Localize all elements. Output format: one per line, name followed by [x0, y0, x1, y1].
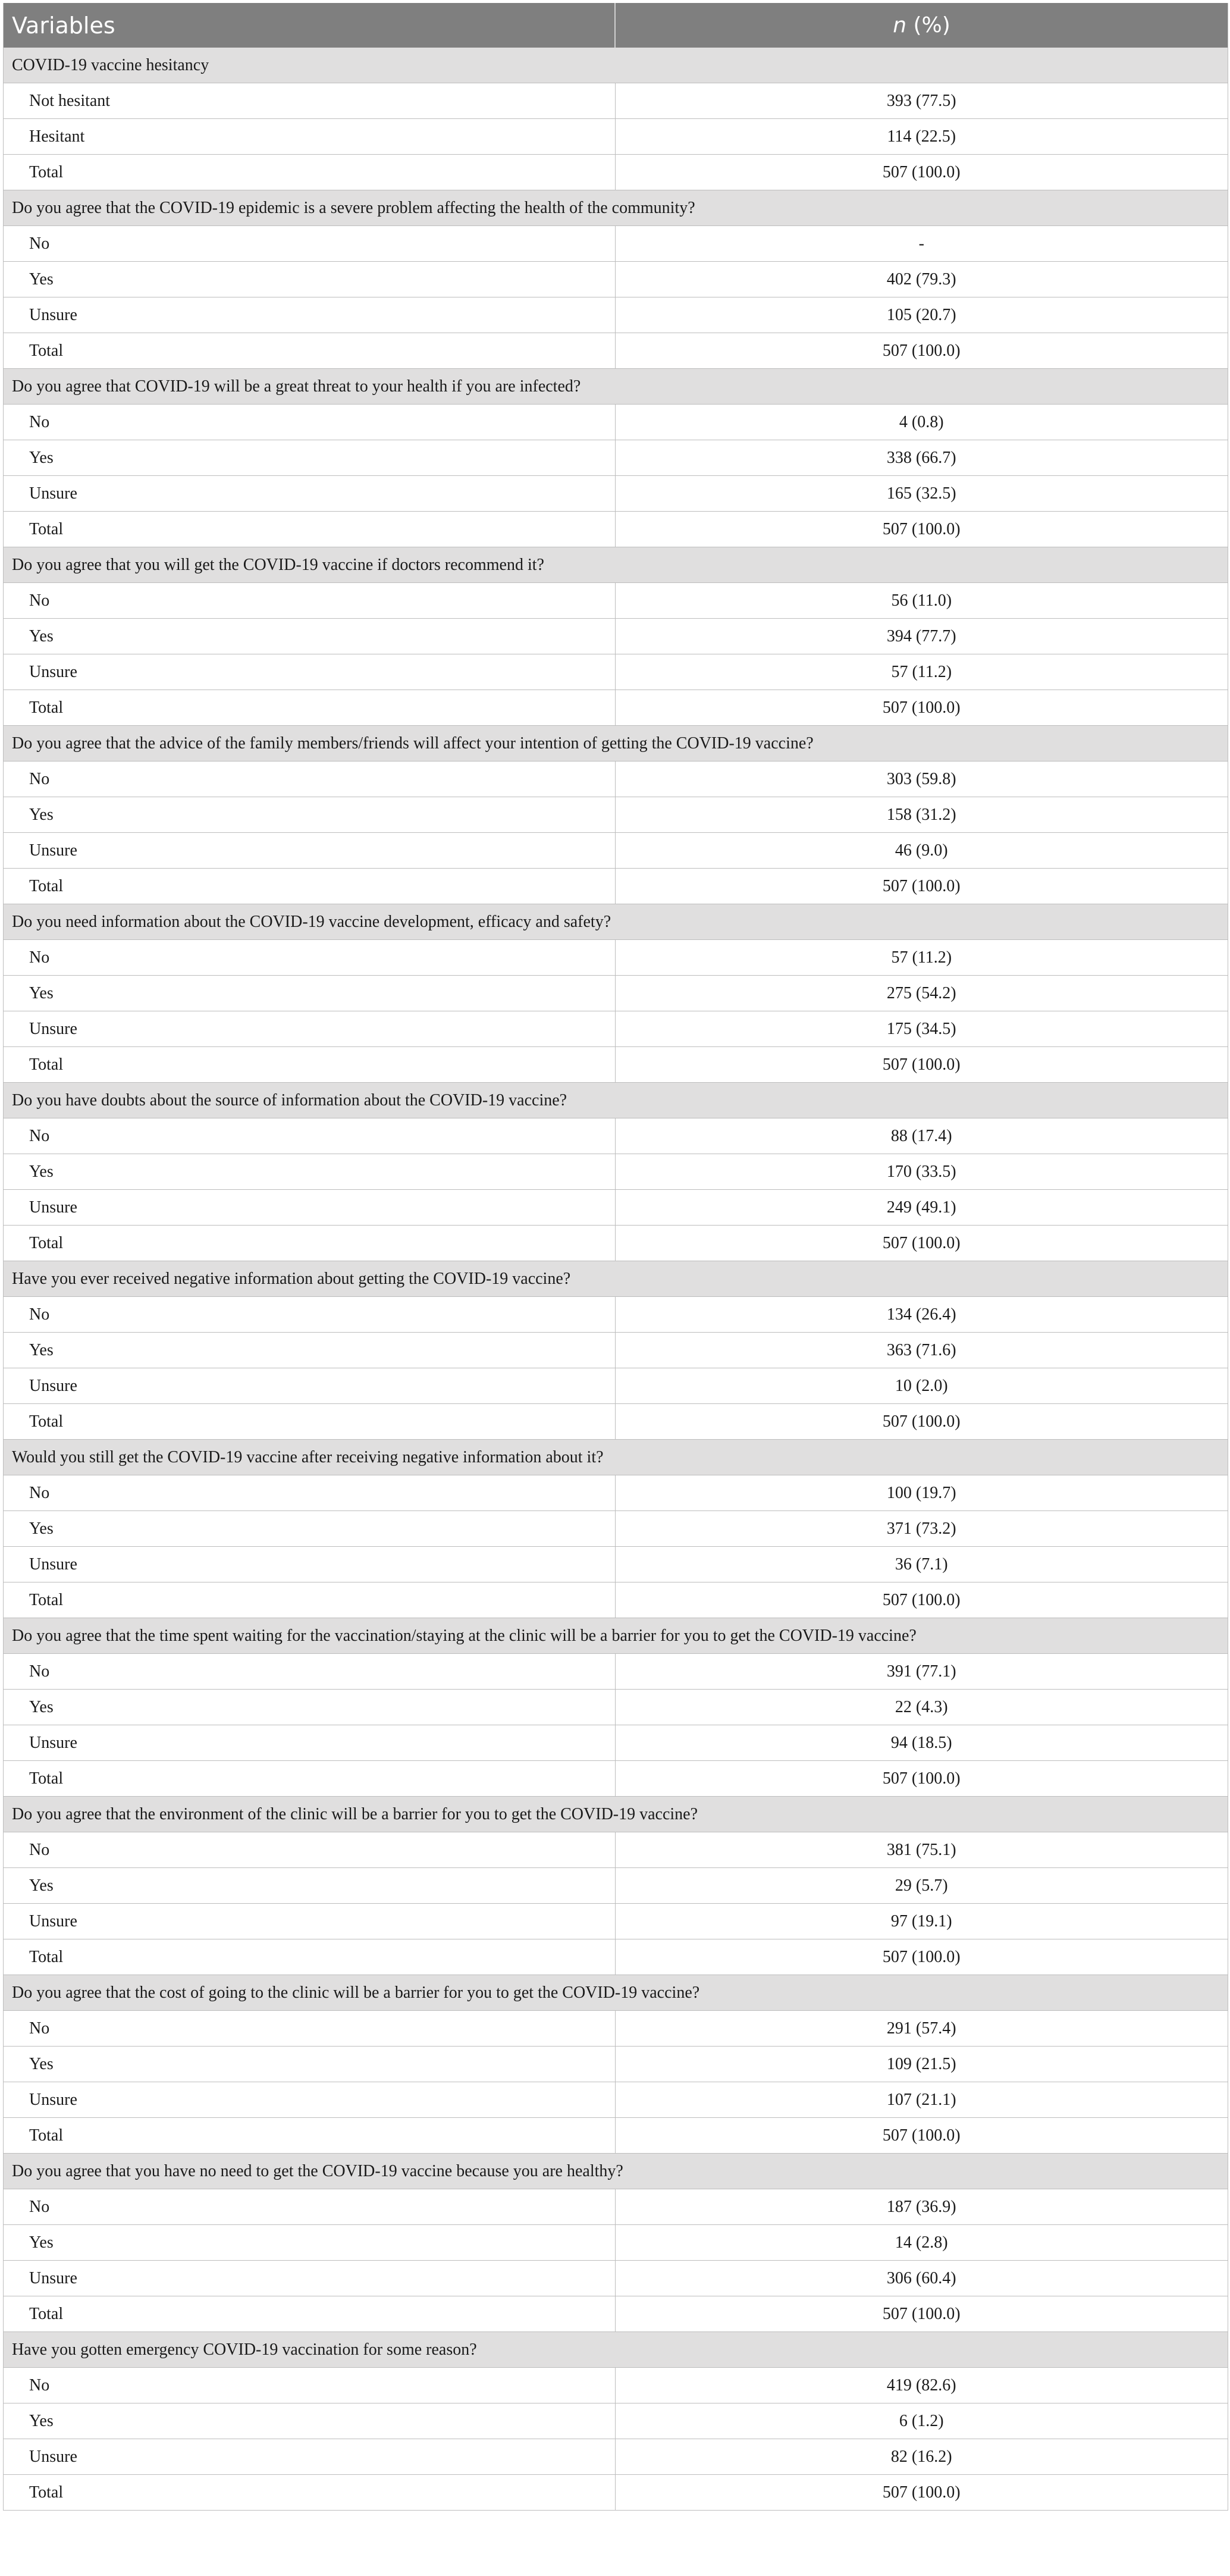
row-label: Unsure — [4, 1904, 615, 1939]
row-value: 29 (5.7) — [615, 1868, 1228, 1904]
survey-results-table-container — [3, 3, 1228, 2511]
section-title: Do you agree that the COVID-19 epidemic is a severe problem affecting the health of the community? — [4, 190, 1228, 226]
row-value: 371 (73.2) — [615, 1511, 1228, 1547]
table-row — [4, 2403, 1228, 2439]
row-label: Unsure — [4, 1368, 615, 1404]
table-row — [4, 619, 1228, 654]
table-row — [4, 2082, 1228, 2118]
table-row — [4, 1475, 1228, 1511]
row-value: 291 (57.4) — [615, 2011, 1228, 2047]
row-value: - — [615, 226, 1228, 262]
row-value: 306 (60.4) — [615, 2261, 1228, 2296]
table-row — [4, 1725, 1228, 1761]
row-label: Unsure — [4, 2261, 615, 2296]
row-value: 10 (2.0) — [615, 1368, 1228, 1404]
table-row — [4, 155, 1228, 190]
row-value: 175 (34.5) — [615, 1011, 1228, 1047]
table-row — [4, 1226, 1228, 1261]
table-row — [4, 1868, 1228, 1904]
table-row — [4, 761, 1228, 797]
row-value: 249 (49.1) — [615, 1190, 1228, 1226]
header-percent-symbol: (%) — [906, 13, 950, 37]
section-title: Do you have doubts about the source of information about the COVID-19 vaccine? — [4, 1083, 1228, 1118]
table-row — [4, 1154, 1228, 1190]
row-value: 419 (82.6) — [615, 2368, 1228, 2403]
section-header-row — [4, 726, 1228, 761]
table-row — [4, 1904, 1228, 1939]
table-body — [4, 48, 1228, 2511]
section-header-row — [4, 1975, 1228, 2011]
header-n-percent — [615, 3, 1228, 48]
row-value: 134 (26.4) — [615, 1297, 1228, 1333]
row-label: Yes — [4, 2047, 615, 2082]
row-value: 507 (100.0) — [615, 1761, 1228, 1797]
table-row — [4, 583, 1228, 619]
row-label: Yes — [4, 1511, 615, 1547]
section-title: Would you still get the COVID-19 vaccine after receiving negative information about it? — [4, 1440, 1228, 1475]
row-label: Total — [4, 333, 615, 369]
row-label: No — [4, 761, 615, 797]
section-header-row — [4, 48, 1228, 83]
table-row — [4, 440, 1228, 476]
row-label: No — [4, 1475, 615, 1511]
table-row — [4, 1547, 1228, 1582]
row-label: Unsure — [4, 297, 615, 333]
table-row — [4, 797, 1228, 833]
section-title: Do you agree that you will get the COVID-19 vaccine if doctors recommend it? — [4, 547, 1228, 583]
table-row — [4, 405, 1228, 440]
table-row — [4, 1939, 1228, 1975]
row-value: 507 (100.0) — [615, 155, 1228, 190]
row-label: No — [4, 1654, 615, 1690]
header-row — [4, 3, 1228, 48]
table-row — [4, 2475, 1228, 2511]
table-row — [4, 2296, 1228, 2332]
section-header-row — [4, 1618, 1228, 1654]
row-value: 507 (100.0) — [615, 1582, 1228, 1618]
row-value: 170 (33.5) — [615, 1154, 1228, 1190]
row-label: Yes — [4, 1690, 615, 1725]
row-label: Unsure — [4, 1725, 615, 1761]
header-n-symbol: n — [893, 13, 907, 37]
row-value: 507 (100.0) — [615, 869, 1228, 904]
table-row — [4, 2189, 1228, 2225]
row-value: 507 (100.0) — [615, 2475, 1228, 2511]
row-value: 507 (100.0) — [615, 1939, 1228, 1975]
table-row — [4, 1047, 1228, 1083]
section-title: Do you agree that you have no need to get the COVID-19 vaccine because you are healthy? — [4, 2154, 1228, 2189]
table-row — [4, 1582, 1228, 1618]
row-value: 4 (0.8) — [615, 405, 1228, 440]
row-label: Yes — [4, 262, 615, 297]
row-value: 57 (11.2) — [615, 654, 1228, 690]
header-variables: Variables — [4, 3, 615, 48]
row-value: 94 (18.5) — [615, 1725, 1228, 1761]
section-header-row — [4, 190, 1228, 226]
table-row — [4, 2118, 1228, 2154]
section-header-row — [4, 1261, 1228, 1297]
table-row — [4, 1368, 1228, 1404]
section-title: Do you agree that the cost of going to the clinic will be a barrier for you to get the COVID-19 vaccine? — [4, 1975, 1228, 2011]
row-label: Yes — [4, 2403, 615, 2439]
row-value: 507 (100.0) — [615, 512, 1228, 547]
row-label: Yes — [4, 1154, 615, 1190]
row-value: 338 (66.7) — [615, 440, 1228, 476]
row-value: 303 (59.8) — [615, 761, 1228, 797]
row-label: No — [4, 2189, 615, 2225]
survey-results-table — [4, 3, 1228, 2511]
row-label: No — [4, 2011, 615, 2047]
row-value: 507 (100.0) — [615, 2118, 1228, 2154]
row-value: 100 (19.7) — [615, 1475, 1228, 1511]
row-value: 507 (100.0) — [615, 2296, 1228, 2332]
table-row — [4, 940, 1228, 976]
table-row — [4, 869, 1228, 904]
row-value: 36 (7.1) — [615, 1547, 1228, 1582]
section-header-row — [4, 2332, 1228, 2368]
table-row — [4, 83, 1228, 119]
row-value: 187 (36.9) — [615, 2189, 1228, 2225]
table-row — [4, 1118, 1228, 1154]
table-row — [4, 1832, 1228, 1868]
table-row — [4, 2439, 1228, 2475]
row-label: Yes — [4, 1868, 615, 1904]
row-label: Total — [4, 2475, 615, 2511]
row-value: 507 (100.0) — [615, 333, 1228, 369]
section-title: Do you need information about the COVID-19 vaccine development, efficacy and safety? — [4, 904, 1228, 940]
row-label: Total — [4, 155, 615, 190]
row-label: Total — [4, 2296, 615, 2332]
row-label: Yes — [4, 619, 615, 654]
table-row — [4, 976, 1228, 1011]
row-label: Unsure — [4, 654, 615, 690]
table-row — [4, 333, 1228, 369]
table-row — [4, 1404, 1228, 1440]
row-value: 109 (21.5) — [615, 2047, 1228, 2082]
row-value: 393 (77.5) — [615, 83, 1228, 119]
row-value: 381 (75.1) — [615, 1832, 1228, 1868]
section-header-row — [4, 547, 1228, 583]
table-row — [4, 2047, 1228, 2082]
row-label: Total — [4, 1226, 615, 1261]
row-label: No — [4, 583, 615, 619]
row-label: Unsure — [4, 1011, 615, 1047]
table-row — [4, 1761, 1228, 1797]
section-header-row — [4, 2154, 1228, 2189]
table-row — [4, 2368, 1228, 2403]
table-row — [4, 226, 1228, 262]
table-row — [4, 512, 1228, 547]
row-label: No — [4, 405, 615, 440]
section-header-row — [4, 1440, 1228, 1475]
row-value: 46 (9.0) — [615, 833, 1228, 869]
table-row — [4, 1654, 1228, 1690]
row-label: No — [4, 1297, 615, 1333]
table-row — [4, 476, 1228, 512]
section-title: Have you gotten emergency COVID-19 vaccination for some reason? — [4, 2332, 1228, 2368]
row-label: Unsure — [4, 1190, 615, 1226]
table-row — [4, 690, 1228, 726]
table-row — [4, 1511, 1228, 1547]
row-value: 107 (21.1) — [615, 2082, 1228, 2118]
table-row — [4, 2011, 1228, 2047]
table-row — [4, 2261, 1228, 2296]
section-title: Do you agree that COVID-19 will be a great threat to your health if you are infected? — [4, 369, 1228, 405]
row-value: 275 (54.2) — [615, 976, 1228, 1011]
row-label: Total — [4, 1761, 615, 1797]
row-value: 14 (2.8) — [615, 2225, 1228, 2261]
row-value: 56 (11.0) — [615, 583, 1228, 619]
row-label: Yes — [4, 797, 615, 833]
row-value: 88 (17.4) — [615, 1118, 1228, 1154]
row-value: 363 (71.6) — [615, 1333, 1228, 1368]
table-row — [4, 262, 1228, 297]
row-label: Yes — [4, 440, 615, 476]
row-label: No — [4, 1118, 615, 1154]
table-header — [4, 3, 1228, 48]
section-title: Do you agree that the time spent waiting for the vaccination/staying at the clinic will be a barrier for you to get the COVID-19 vaccine? — [4, 1618, 1228, 1654]
section-header-row — [4, 1797, 1228, 1832]
row-value: 97 (19.1) — [615, 1904, 1228, 1939]
section-header-row — [4, 369, 1228, 405]
row-label: Total — [4, 1404, 615, 1440]
row-label: Hesitant — [4, 119, 615, 155]
row-label: Total — [4, 690, 615, 726]
row-label: Yes — [4, 976, 615, 1011]
row-value: 402 (79.3) — [615, 262, 1228, 297]
row-label: Total — [4, 2118, 615, 2154]
row-value: 507 (100.0) — [615, 1404, 1228, 1440]
row-value: 391 (77.1) — [615, 1654, 1228, 1690]
table-row — [4, 1297, 1228, 1333]
row-label: Unsure — [4, 833, 615, 869]
row-value: 507 (100.0) — [615, 1226, 1228, 1261]
row-value: 507 (100.0) — [615, 690, 1228, 726]
row-label: No — [4, 940, 615, 976]
table-row — [4, 833, 1228, 869]
row-label: No — [4, 226, 615, 262]
table-row — [4, 297, 1228, 333]
row-label: Total — [4, 1582, 615, 1618]
row-label: Total — [4, 1939, 615, 1975]
row-label: Total — [4, 869, 615, 904]
row-label: Unsure — [4, 1547, 615, 1582]
row-label: Yes — [4, 2225, 615, 2261]
table-row — [4, 1190, 1228, 1226]
table-row — [4, 2225, 1228, 2261]
row-value: 57 (11.2) — [615, 940, 1228, 976]
row-value: 6 (1.2) — [615, 2403, 1228, 2439]
row-value: 158 (31.2) — [615, 797, 1228, 833]
table-row — [4, 1011, 1228, 1047]
row-value: 114 (22.5) — [615, 119, 1228, 155]
row-value: 507 (100.0) — [615, 1047, 1228, 1083]
row-value: 82 (16.2) — [615, 2439, 1228, 2475]
section-title: Have you ever received negative information about getting the COVID-19 vaccine? — [4, 1261, 1228, 1297]
row-label: Total — [4, 1047, 615, 1083]
row-label: No — [4, 1832, 615, 1868]
row-label: Unsure — [4, 2082, 615, 2118]
table-row — [4, 119, 1228, 155]
row-label: Unsure — [4, 2439, 615, 2475]
section-header-row — [4, 904, 1228, 940]
section-title: Do you agree that the advice of the family members/friends will affect your intention of getting the COVID-19 vaccine? — [4, 726, 1228, 761]
section-header-row — [4, 1083, 1228, 1118]
row-label: Yes — [4, 1333, 615, 1368]
row-label: Unsure — [4, 476, 615, 512]
row-label: Not hesitant — [4, 83, 615, 119]
row-value: 22 (4.3) — [615, 1690, 1228, 1725]
row-value: 105 (20.7) — [615, 297, 1228, 333]
table-row — [4, 654, 1228, 690]
section-title: Do you agree that the environment of the clinic will be a barrier for you to get the COVID-19 vaccine? — [4, 1797, 1228, 1832]
row-value: 394 (77.7) — [615, 619, 1228, 654]
table-row — [4, 1690, 1228, 1725]
row-value: 165 (32.5) — [615, 476, 1228, 512]
row-label: No — [4, 2368, 615, 2403]
section-title: COVID-19 vaccine hesitancy — [4, 48, 1228, 83]
row-label: Total — [4, 512, 615, 547]
table-row — [4, 1333, 1228, 1368]
